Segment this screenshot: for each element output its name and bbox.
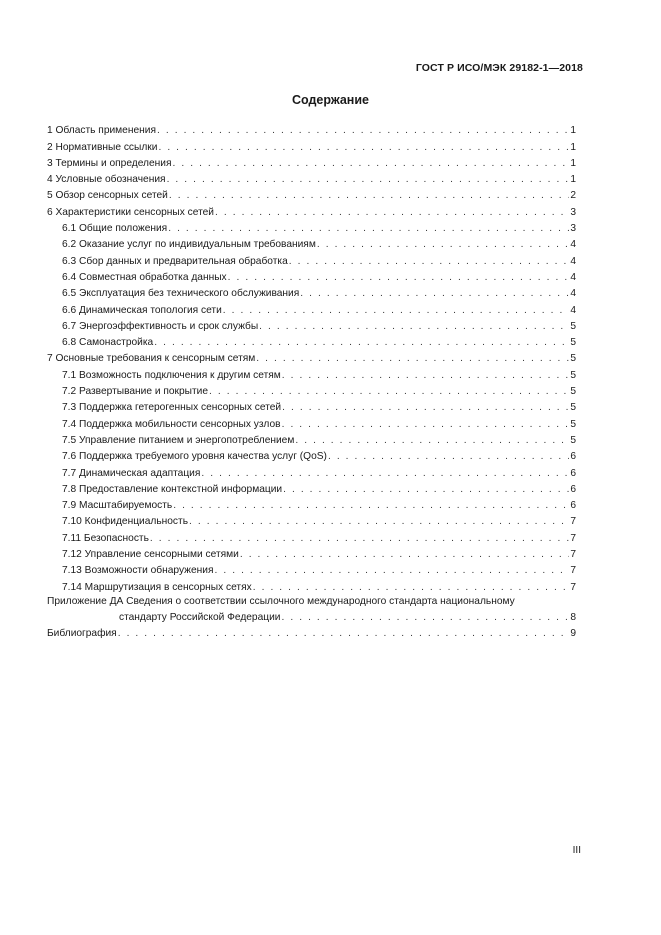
toc-entry-label: 7.6 Поддержка требуемого уровня качества услуг (QoS) <box>62 451 327 463</box>
toc-entry-page: 6 <box>570 467 576 479</box>
leader-dots <box>150 533 569 545</box>
toc-entry-label: 7.5 Управление питанием и энергопотреблением <box>62 434 295 446</box>
leader-dots <box>158 142 569 154</box>
toc-entry-page: 5 <box>570 320 576 332</box>
toc-entry-label: 6.6 Динамическая топология сети <box>62 304 222 316</box>
toc-entry-label: 7.14 Маршрутизация в сенсорных сетях <box>62 581 252 593</box>
toc-entry[interactable] <box>47 154 576 170</box>
toc-entry[interactable] <box>47 235 576 251</box>
toc-entry-appendix-line2[interactable] <box>47 608 576 624</box>
document-code: ГОСТ Р ИСО/МЭК 29182-1—2018 <box>415 62 583 74</box>
toc-entry-label: 7.4 Поддержка мобильности сенсорных узлов <box>62 418 281 430</box>
toc-entry[interactable] <box>47 382 576 398</box>
toc-entry-label: 7.1 Возможность подключения к другим сетям <box>62 369 281 381</box>
toc-entry-label: 6.3 Сбор данных и предварительная обработка <box>62 255 288 267</box>
toc-entry[interactable] <box>47 300 576 316</box>
toc-entry-page: 6 <box>570 500 576 512</box>
toc-entry-page: 5 <box>570 402 576 414</box>
leader-dots <box>283 484 569 496</box>
toc-entry-page: 5 <box>570 369 576 381</box>
toc-entry-page: 7 <box>570 581 576 593</box>
toc-entry-label: 7 Основные требования к сенсорным сетям <box>47 353 256 365</box>
leader-dots <box>209 386 569 398</box>
leader-dots <box>173 500 569 512</box>
toc-entry-page: 5 <box>570 337 576 349</box>
toc-entry-page: 6 <box>570 483 576 495</box>
toc-entry[interactable] <box>47 561 576 577</box>
leader-dots <box>157 125 569 137</box>
toc-entry-page: 1 <box>570 157 576 169</box>
page-number: III <box>572 845 581 856</box>
leader-dots <box>289 256 570 268</box>
toc-entry-page: 7 <box>570 516 576 528</box>
toc-entry[interactable] <box>47 496 576 512</box>
toc-entry[interactable] <box>47 268 576 284</box>
toc-entry-label: 4 Условные обозначения <box>47 174 166 186</box>
leader-dots <box>300 288 569 300</box>
toc-entry-page: 5 <box>570 353 576 365</box>
leader-dots <box>169 190 569 202</box>
toc-entry-page: 9 <box>570 628 576 640</box>
leader-dots <box>282 402 569 414</box>
table-of-contents <box>47 121 576 640</box>
toc-entry[interactable] <box>47 431 576 447</box>
toc-entry-label: 7.3 Поддержка гетерогенных сенсорных сетей <box>62 402 282 414</box>
toc-entry-label: 3 Термины и определения <box>47 157 172 169</box>
toc-entry[interactable] <box>47 398 576 414</box>
leader-dots <box>281 612 569 624</box>
toc-entry-page: 1 <box>570 174 576 186</box>
toc-entry-page: 5 <box>570 386 576 398</box>
toc-entry-page: 5 <box>570 434 576 446</box>
toc-entry-label: 6 Характеристики сенсорных сетей <box>47 206 214 218</box>
toc-entry-page: 4 <box>570 288 576 300</box>
toc-entry[interactable] <box>47 365 576 381</box>
toc-entry[interactable] <box>47 251 576 267</box>
toc-entry[interactable] <box>47 121 576 137</box>
toc-entry-label: 6.7 Энергоэффективность и срок службы <box>62 320 259 332</box>
toc-entry-label: 7.8 Предоставление контекстной информации <box>62 483 283 495</box>
toc-entry[interactable] <box>47 317 576 333</box>
leader-dots <box>189 516 569 528</box>
toc-entry-page: 4 <box>570 271 576 283</box>
leader-dots <box>328 451 569 463</box>
page-title: Содержание <box>291 93 369 107</box>
toc-entry-label: Приложение ДА Сведения о соответствии ссылочного международного стандарта национальному <box>47 595 515 607</box>
leader-dots <box>256 353 569 365</box>
leader-dots <box>172 158 569 170</box>
toc-entry-page: 1 <box>570 125 576 137</box>
leader-dots <box>228 272 570 284</box>
toc-entry[interactable] <box>47 349 576 365</box>
leader-dots <box>201 468 569 480</box>
toc-entry-page: 6 <box>570 451 576 463</box>
toc-entry[interactable] <box>47 414 576 430</box>
toc-entry-label: 7.10 Конфиденциальность <box>62 516 188 528</box>
toc-entry-label: Библиография <box>47 628 117 640</box>
toc-entry-label: 6.5 Эксплуатация без технического обслуживания <box>62 288 300 300</box>
toc-entry-label: 7.9 Масштабируемость <box>62 500 173 512</box>
toc-entry-appendix-line1[interactable] <box>47 594 576 608</box>
leader-dots <box>215 207 569 219</box>
toc-entry-page: 4 <box>570 304 576 316</box>
toc-entry-label: 6.4 Совместная обработка данных <box>62 271 227 283</box>
leader-dots <box>282 370 570 382</box>
toc-entry-page: 7 <box>570 532 576 544</box>
toc-entry-page: 5 <box>570 418 576 430</box>
toc-entry-page: 7 <box>570 549 576 561</box>
toc-entry[interactable] <box>47 463 576 479</box>
toc-entry-page: 1 <box>570 141 576 153</box>
toc-entry-page: 4 <box>570 239 576 251</box>
toc-entry[interactable] <box>47 545 576 561</box>
toc-entry-page: 7 <box>570 565 576 577</box>
toc-entry-page: 3 <box>570 206 576 218</box>
leader-dots <box>295 435 569 447</box>
toc-entry[interactable] <box>47 528 576 544</box>
toc-entry-label: 6.2 Оказание услуг по индивидуальным требованиям <box>62 239 316 251</box>
leader-dots <box>317 239 569 251</box>
toc-entry-label: 7.13 Возможности обнаружения <box>62 565 214 577</box>
toc-entry[interactable] <box>47 577 576 593</box>
toc-entry-label: 7.7 Динамическая адаптация <box>62 467 201 479</box>
leader-dots <box>168 223 569 235</box>
leader-dots <box>214 565 569 577</box>
toc-entry-label: 5 Обзор сенсорных сетей <box>47 190 168 202</box>
leader-dots <box>253 582 570 594</box>
leader-dots <box>118 628 570 640</box>
leader-dots <box>282 419 570 431</box>
toc-entry-page: 8 <box>570 611 576 623</box>
toc-entry[interactable] <box>47 219 576 235</box>
toc-entry-label: 6.8 Самонастройка <box>62 337 154 349</box>
leader-dots <box>259 321 569 333</box>
toc-entry-label: 7.2 Развертывание и покрытие <box>62 386 209 398</box>
toc-entry-label: 7.12 Управление сенсорными сетями <box>62 549 239 561</box>
toc-entry[interactable] <box>47 333 576 349</box>
toc-entry-label: 7.11 Безопасность <box>62 532 149 544</box>
toc-entry[interactable] <box>47 170 576 186</box>
leader-dots <box>167 174 570 186</box>
toc-entry-bibliography[interactable] <box>47 624 576 640</box>
toc-entry[interactable] <box>47 480 576 496</box>
toc-entry[interactable] <box>47 284 576 300</box>
leader-dots <box>154 337 569 349</box>
toc-entry[interactable] <box>47 202 576 218</box>
toc-entry-label: 2 Нормативные ссылки <box>47 141 158 153</box>
toc-entry-label: стандарту Российской Федерации <box>119 611 281 623</box>
leader-dots <box>223 305 570 317</box>
toc-entry[interactable] <box>47 137 576 153</box>
leader-dots <box>240 549 570 561</box>
toc-entry-page: 4 <box>570 255 576 267</box>
toc-entry-page: 2 <box>570 190 576 202</box>
toc-entry-page: 3 <box>570 223 576 235</box>
toc-entry-label: 1 Область применения <box>47 125 156 137</box>
toc-entry[interactable] <box>47 447 576 463</box>
toc-entry[interactable] <box>47 512 576 528</box>
toc-entry-label: 6.1 Общие положения <box>62 223 168 235</box>
toc-entry[interactable] <box>47 186 576 202</box>
